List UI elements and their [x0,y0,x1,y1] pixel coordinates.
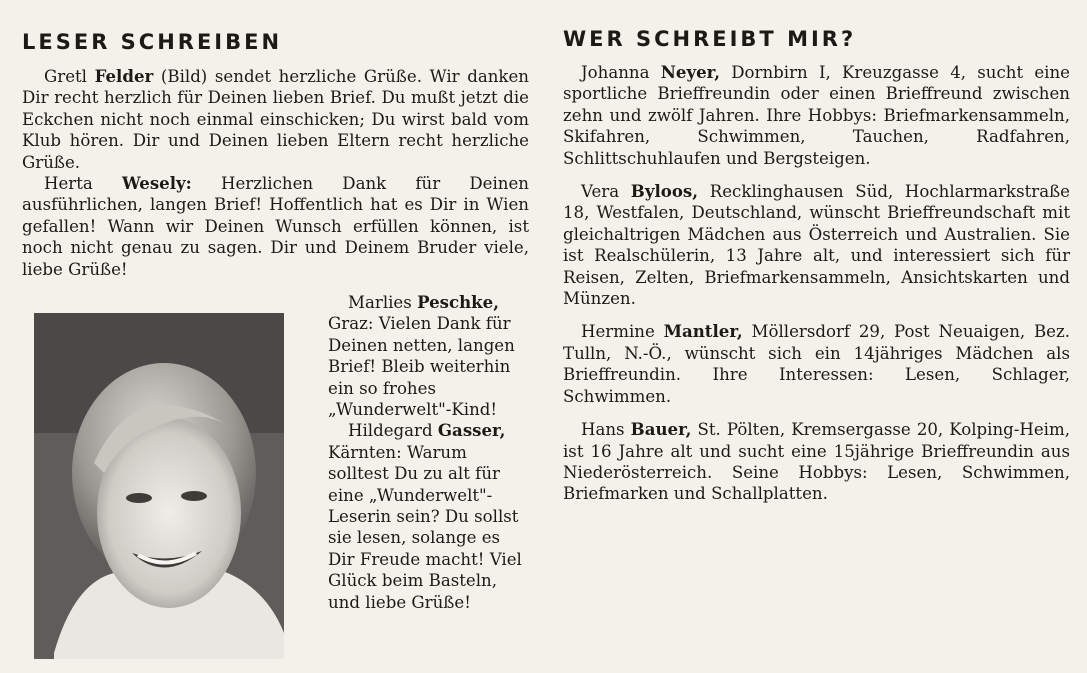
letter-last-name: Wesely: [122,173,192,194]
letters-column-top [22,66,529,280]
ad-text: Recklinghausen Süd, Hochlarmarkstraße 18, Westfalen, Deutschland, wünscht Brieffreundschaft mit gleichaltrigen Mädchen aus Österreich und Australien. Sie ist Realschülerin, 13 Jahre alt, und interessiert sich für Reisen, Zelten, Briefmarkensammeln, Ansichtskarten und Münzen. [563,182,1071,309]
letter-first-name: Hildegard [348,421,433,441]
ad-text: St. Pölten, Kremsergasse 20, Kolping-Heim, ist 16 Jahre alt und sucht eine 15jährige Brieffreundin aus Niederösterreich. Seine Hobbys: Lesen, Schwimmen, Briefmarken und Schallplatten. [563,420,1070,504]
letter-text: Graz: Vielen Dank für Deinen netten, langen Brief! Bleib weiterhin ein so frohes „Wunderwelt"-Kind! [328,314,515,420]
letters-column-side [328,292,531,613]
ad-first-name: Vera [581,182,620,202]
ad-byloos [563,181,1070,309]
ad-first-name: Hans [581,420,625,440]
letter-peschke [328,292,531,420]
letter-felder [22,66,529,173]
ad-last-name: Mantler, [663,321,743,342]
letter-last-name: Peschke, [417,292,499,312]
ad-neyer [563,62,1070,169]
letter-first-name: Herta [44,174,93,194]
letter-text: Herzlichen Dank für Deinen ausführlichen, langen Brief! Hoffentlich hat es Dir in Wien gefallen! Wann wir Deinen Wunsch erfüllen können, ist noch nicht genau zu sagen. Dir und Deinem Bruder viele, liebe Grüße! [22,174,529,279]
ad-mantler [563,321,1070,407]
letter-text: Kärnten: Warum solltest Du zu alt für eine „Wunderwelt"-Leserin sein? Du sollst sie lesen, solange es Dir Freude macht! Viel Glück beim Basteln, und liebe Grüße! [328,442,522,612]
ad-bauer [563,419,1070,505]
letter-first-name: Gretl [44,67,87,86]
letter-gasser [328,420,531,613]
ad-text: Dornbirn I, Kreuzgasse 4, sucht eine sportliche Brieffreundin oder einen Brieffreund zwischen zehn und zwölf Jahren. Ihre Hobbys: Briefmarkensammeln, Skifahren, Schwimmen, Tauchen, Radfahren, Schlittschuhlaufen und Bergsteigen. [563,63,1071,168]
letter-text: (Bild) sendet herzliche Grüße. Wir danken Dir recht herzlich für Deinen lieben Brief. Du mußt jetzt die Eckchen nicht noch einmal einschicken; Du wirst bald vom Klub hören. Dir und Deinen lieben Eltern recht herzliche Grüße. [22,67,529,172]
ad-first-name: Johanna [581,63,650,82]
letter-first-name: Marlies [348,293,412,312]
wer-schreibt-mir-heading: WER SCHREIBT MIR? [563,27,857,51]
ad-last-name: Bauer, [630,419,692,440]
pen-pal-ads-column [563,62,1070,517]
letter-last-name: Felder [94,66,154,86]
letter-last-name: Gasser, [437,420,506,441]
ad-first-name: Hermine [581,322,655,342]
ad-text: Möllersdorf 29, Post Neuaigen, Bez. Tulln, N.-Ö., wünscht sich ein 14jähriges Mädchen als Brieffreundin. Ihre Interessen: Lesen, Schlager, Schwimmen. [563,322,1071,406]
reader-photo [34,313,284,659]
ad-last-name: Neyer, [660,62,720,82]
ad-last-name: Byloos, [630,181,699,202]
leser-schreiben-heading: LESER SCHREIBEN [22,30,283,54]
letter-wesely [22,173,529,280]
